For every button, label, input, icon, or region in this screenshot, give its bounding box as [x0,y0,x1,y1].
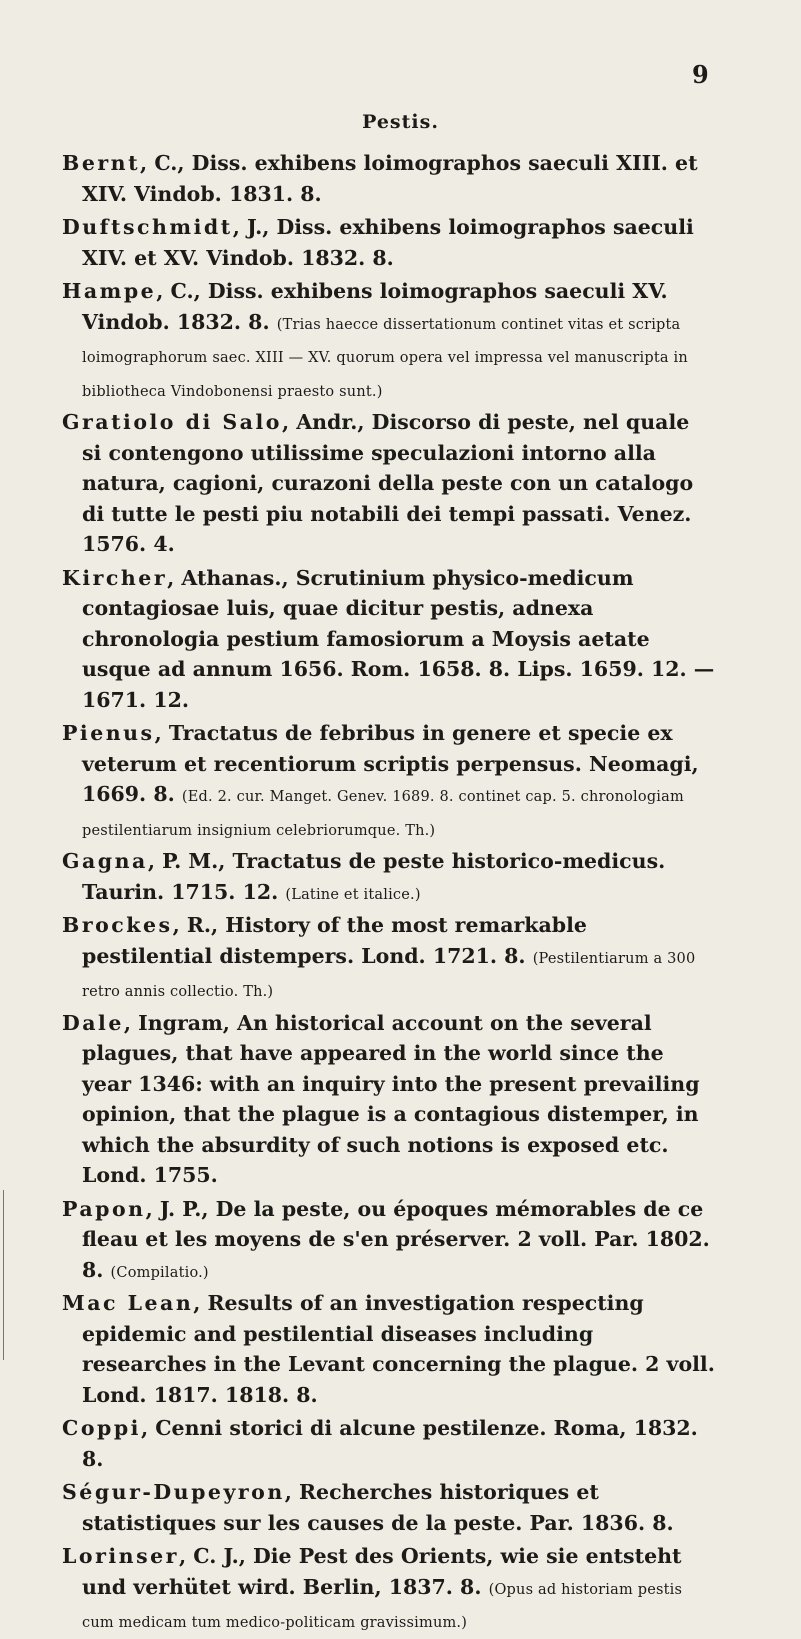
entry-author: Gratiolo di Salo [62,410,282,434]
bibliography-entry [60,1541,715,1639]
bibliography-entry [60,276,715,407]
entry-text: , R., History of the most remarkable pestilential distempers. Lond. 1721. 8. [82,913,587,968]
entry-text: , Recherches historiques et statistiques sur les causes de la peste. Par. 1836. 8. [82,1480,674,1535]
bibliography-entry [60,1413,715,1477]
bibliography-entry [60,718,715,846]
entry-text: , Andr., Discorso di peste, nel quale si contengono utilissime speculazioni intorno alla natura, cagioni, curazoni della peste con un catalogo di tutte le pesti piu notabili dei tempi passati. Venez. 1576. 4. [82,410,694,556]
entry-text: , J., Diss. exhibens loimographos saeculi XIV. et XV. Vindob. 1832. 8. [82,215,694,270]
entry-author: Mac Lean [62,1291,194,1315]
entry-note: (Trias haecce dissertationum continet vitas et scripta loimographorum saec. XIII — XV. quorum opera vel impressa vel manuscripta in bibliotheca Vindobonensi praesto sunt.) [82,316,688,400]
bibliography-entry [60,148,715,212]
entry-note: (Latine et italice.) [285,886,421,903]
entry-text: , Athanas., Scrutinium physico-medicum contagiosae luis, quae dicitur pestis, adnexa chronologia pestium famosiorum a Moysis aetate usque ad annum 1656. Rom. 1658. 8. Lips. 1659. 12. — 1671. 12. [82,565,715,712]
entry-note: (Pestilentiarum a 300 retro annis collectio. Th.) [82,950,696,1000]
entry-author: Gagna [62,849,148,873]
entry-text: , Tractatus de febribus in genere et specie ex veterum et recentiorum scriptis perpensus. Neomagi, 1669. 8. [82,721,699,806]
entry-note: (Compilatio.) [110,1264,209,1281]
entry-note: (Opus ad historiam pestis cum medicam tum medico-politicam gravissimum.) [82,1581,683,1631]
entry-author: Hampe [62,279,157,303]
entry-author: Papon [62,1196,146,1221]
entry-author: Dale [62,1010,124,1035]
entry-text: , Cenni storici di alcune pestilenze. Roma, 1832. 8. [82,1416,698,1471]
entry-text: , Results of an investigation respecting epidemic and pestilential diseases including researches in the Levant concerning the plague. 2 voll. Lond. 1817. 1818. 8. [82,1291,715,1407]
bibliography-entry [60,1008,715,1194]
bibliography-entry [60,1194,715,1289]
entry-text: , P. M., Tractatus de peste historico-medicus. Taurin. 1715. 12. [82,849,666,904]
page-edge-line [3,1190,4,1360]
entry-text: , Ingram, An historical account on the several plagues, that have appeared in the world since the year 1346: with an inquiry into the present prevailing opinion, that the plague is a contagious distemper, in which the absurdity of such notions is exposed etc. Lond. 1755. [82,1010,700,1187]
bibliography-entry [60,1477,715,1541]
bibliography-entry [60,910,715,1008]
entry-author: Coppi [62,1416,141,1440]
entry-text: , C., Diss. exhibens loimographos saeculi XV. Vindob. 1832. 8. [82,279,668,334]
running-head: Pestis. [362,111,439,133]
entry-text: , C., Diss. exhibens loimographos saeculi XIII. et XIV. Vindob. 1831. 8. [82,151,698,206]
entry-author: Lorinser [62,1544,179,1568]
page-number: 9 [692,60,710,89]
entry-author: Ségur-Dupeyron [62,1480,285,1504]
entry-note: (Ed. 2. cur. Manget. Genev. 1689. 8. continet cap. 5. chronologiam pestilentiarum insignium celebriorumque. Th.) [82,789,684,839]
entry-author: Pienus [62,721,155,745]
entry-author: Brockes [62,913,173,937]
bibliography-entry [60,1288,715,1413]
entry-text: , J. P., De la peste, ou époques mémorables de ce fleau et les moyens de s'en préserver. 2 voll. Par. 1802. 8. [82,1196,710,1282]
entry-author: Bernt [62,151,141,175]
bibliography-list [60,148,715,1639]
bibliography-entry [60,407,715,563]
bibliography-entry [60,212,715,276]
entry-text: , C. J., Die Pest des Orients, wie sie entsteht und verhütet wird. Berlin, 1837. 8. [82,1544,682,1599]
bibliography-entry [60,846,715,910]
bibliography-entry [60,563,715,719]
entry-author: Kircher [62,565,168,590]
entry-author: Duftschmidt [62,215,233,239]
